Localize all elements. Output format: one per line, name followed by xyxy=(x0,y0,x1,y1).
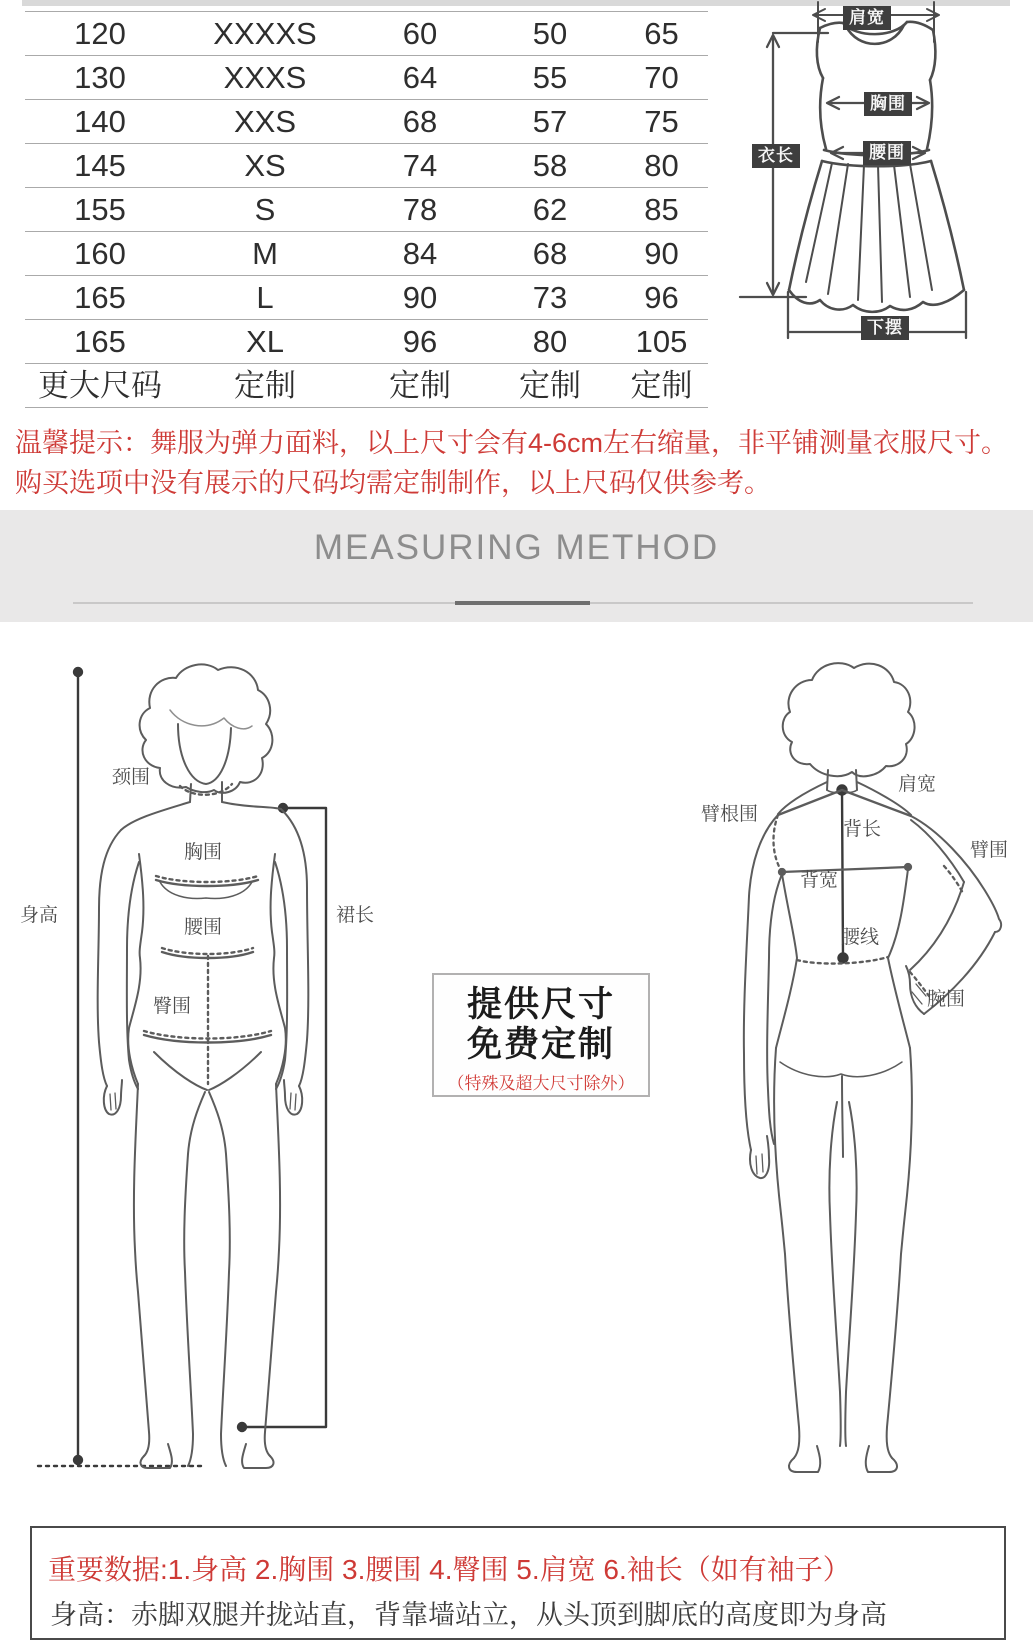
table-row xyxy=(25,188,708,232)
size-table xyxy=(25,11,708,408)
back-left-arm xyxy=(744,815,782,1178)
cell-size: XL xyxy=(246,324,284,359)
measuring-method-band xyxy=(0,510,1033,622)
cell-height: 165 xyxy=(74,280,126,315)
cell-height: 155 xyxy=(74,192,126,227)
cell-waist: 73 xyxy=(532,280,568,315)
cell-waist: 50 xyxy=(532,16,568,51)
cell-height: 更大尺码 xyxy=(38,368,162,403)
arm-circumference-dotted xyxy=(944,866,963,893)
cell-waist: 68 xyxy=(532,236,568,271)
offer-note: （特殊及超大尺寸除外） xyxy=(447,1074,635,1093)
notice-line-1: 温馨提示：舞服为弹力面料，以上尺寸会有4-6cm左右缩量，非平铺测量衣服尺寸。 xyxy=(15,428,1009,458)
custom-size-offer-box xyxy=(432,973,650,1097)
cell-length: 定制 xyxy=(630,368,693,403)
cell-bust: 90 xyxy=(402,280,438,315)
cell-bust: 96 xyxy=(402,324,438,359)
front-label-waist: 腰围 xyxy=(184,917,223,938)
cell-waist: 62 xyxy=(532,192,568,227)
cell-length: 85 xyxy=(644,192,679,227)
cell-size: 定制 xyxy=(234,368,296,403)
back-width-line xyxy=(779,864,911,875)
table-row xyxy=(25,12,708,56)
measuring-figures-area xyxy=(0,622,1033,1526)
front-label-height: 身高 xyxy=(20,905,59,926)
dress-label-shoulder-width: 肩宽 xyxy=(843,6,891,30)
cell-size: M xyxy=(252,236,278,271)
cell-length: 96 xyxy=(644,280,679,315)
front-face xyxy=(178,724,231,784)
cell-size: L xyxy=(256,280,274,315)
cell-bust: 68 xyxy=(402,104,438,139)
table-row-custom-size xyxy=(25,364,708,408)
cell-size: XS xyxy=(244,148,286,183)
notice-line-2: 购买选项中没有展示的尺码均需定制制作，以上尺码仅供参考。 xyxy=(15,468,771,498)
cell-height: 160 xyxy=(74,236,126,271)
cell-bust: 定制 xyxy=(389,368,451,403)
cell-size: S xyxy=(254,192,276,227)
cell-bust: 60 xyxy=(402,16,438,51)
measuring-method-title: MEASURING METHOD xyxy=(313,528,720,567)
cell-length: 90 xyxy=(644,236,679,271)
bust-line xyxy=(156,876,258,886)
cell-length: 80 xyxy=(644,148,679,183)
dress-line-art xyxy=(710,0,1033,415)
cell-bust: 84 xyxy=(402,236,438,271)
front-label-hip: 臀围 xyxy=(153,996,192,1017)
cell-size: XXXS xyxy=(223,60,307,95)
cell-length: 70 xyxy=(644,60,679,95)
important-data-box xyxy=(30,1526,1006,1640)
back-label-back-width: 背宽 xyxy=(800,870,839,891)
table-row xyxy=(25,100,708,144)
size-notice-text xyxy=(15,423,1025,503)
back-body-figure xyxy=(660,632,1033,1492)
cell-bust: 64 xyxy=(402,60,438,95)
dress-label-bust: 胸围 xyxy=(864,92,912,116)
cell-height: 140 xyxy=(74,104,126,139)
important-clipped-line: 身高：赤脚双腿并拢站直，背靠墙站立，从头顶到脚底的高度即为身高 xyxy=(50,1600,887,1630)
front-legs xyxy=(134,1084,280,1468)
front-label-neck: 颈围 xyxy=(112,767,151,788)
back-label-back-length: 背长 xyxy=(843,819,882,840)
cell-waist: 57 xyxy=(532,104,568,139)
back-label-armhole: 臂根围 xyxy=(701,804,759,825)
cell-waist: 定制 xyxy=(519,368,581,403)
cell-height: 145 xyxy=(74,148,126,183)
cell-length: 75 xyxy=(644,104,679,139)
table-row xyxy=(25,232,708,276)
back-hair xyxy=(783,663,915,776)
front-hair xyxy=(140,664,273,792)
dress-outline xyxy=(789,22,964,312)
cell-length: 65 xyxy=(644,16,679,51)
important-headline: 重要数据:1.身高 2.胸围 3.腰围 4.臀围 5.肩宽 6.袖长（如有袖子） xyxy=(48,1554,851,1585)
cell-bust: 74 xyxy=(402,148,438,183)
table-row xyxy=(25,144,708,188)
back-label-wrist: 腕围 xyxy=(927,989,966,1010)
dress-label-waist: 腰围 xyxy=(863,141,911,165)
offer-line-2: 免费定制 xyxy=(466,1025,615,1064)
back-label-arm: 臂围 xyxy=(970,840,1009,861)
table-row xyxy=(25,276,708,320)
back-hips-legs xyxy=(774,1048,912,1472)
cell-bust: 78 xyxy=(402,192,438,227)
front-label-bust: 胸围 xyxy=(184,842,223,863)
cell-waist: 55 xyxy=(532,60,568,95)
cell-waist: 80 xyxy=(532,324,568,359)
divider-line-accent xyxy=(455,601,590,605)
front-label-skirt-length: 裙长 xyxy=(336,905,375,926)
dress-pleat-lines xyxy=(806,163,932,302)
front-right-arm xyxy=(275,810,308,1115)
dress-measure-diagram xyxy=(710,0,1033,415)
offer-line-1: 提供尺寸 xyxy=(466,985,615,1024)
cell-waist: 58 xyxy=(532,148,568,183)
table-row xyxy=(25,320,708,364)
armhole-dotted-line xyxy=(773,815,782,872)
back-label-shoulder-width: 肩宽 xyxy=(898,774,937,795)
cell-size: XXS xyxy=(233,104,297,139)
cell-length: 105 xyxy=(635,324,688,359)
cell-height: 130 xyxy=(74,60,126,95)
skirt-length-measure-line xyxy=(238,804,326,1431)
dress-label-garment-length: 衣长 xyxy=(752,144,800,168)
table-row xyxy=(25,56,708,100)
dress-label-hem: 下摆 xyxy=(861,316,909,340)
cell-size: XXXXS xyxy=(213,16,317,51)
back-label-waist-line: 腰线 xyxy=(841,927,880,948)
front-body-figure xyxy=(10,632,410,1492)
cell-height: 165 xyxy=(74,324,126,359)
cell-height: 120 xyxy=(74,16,126,51)
